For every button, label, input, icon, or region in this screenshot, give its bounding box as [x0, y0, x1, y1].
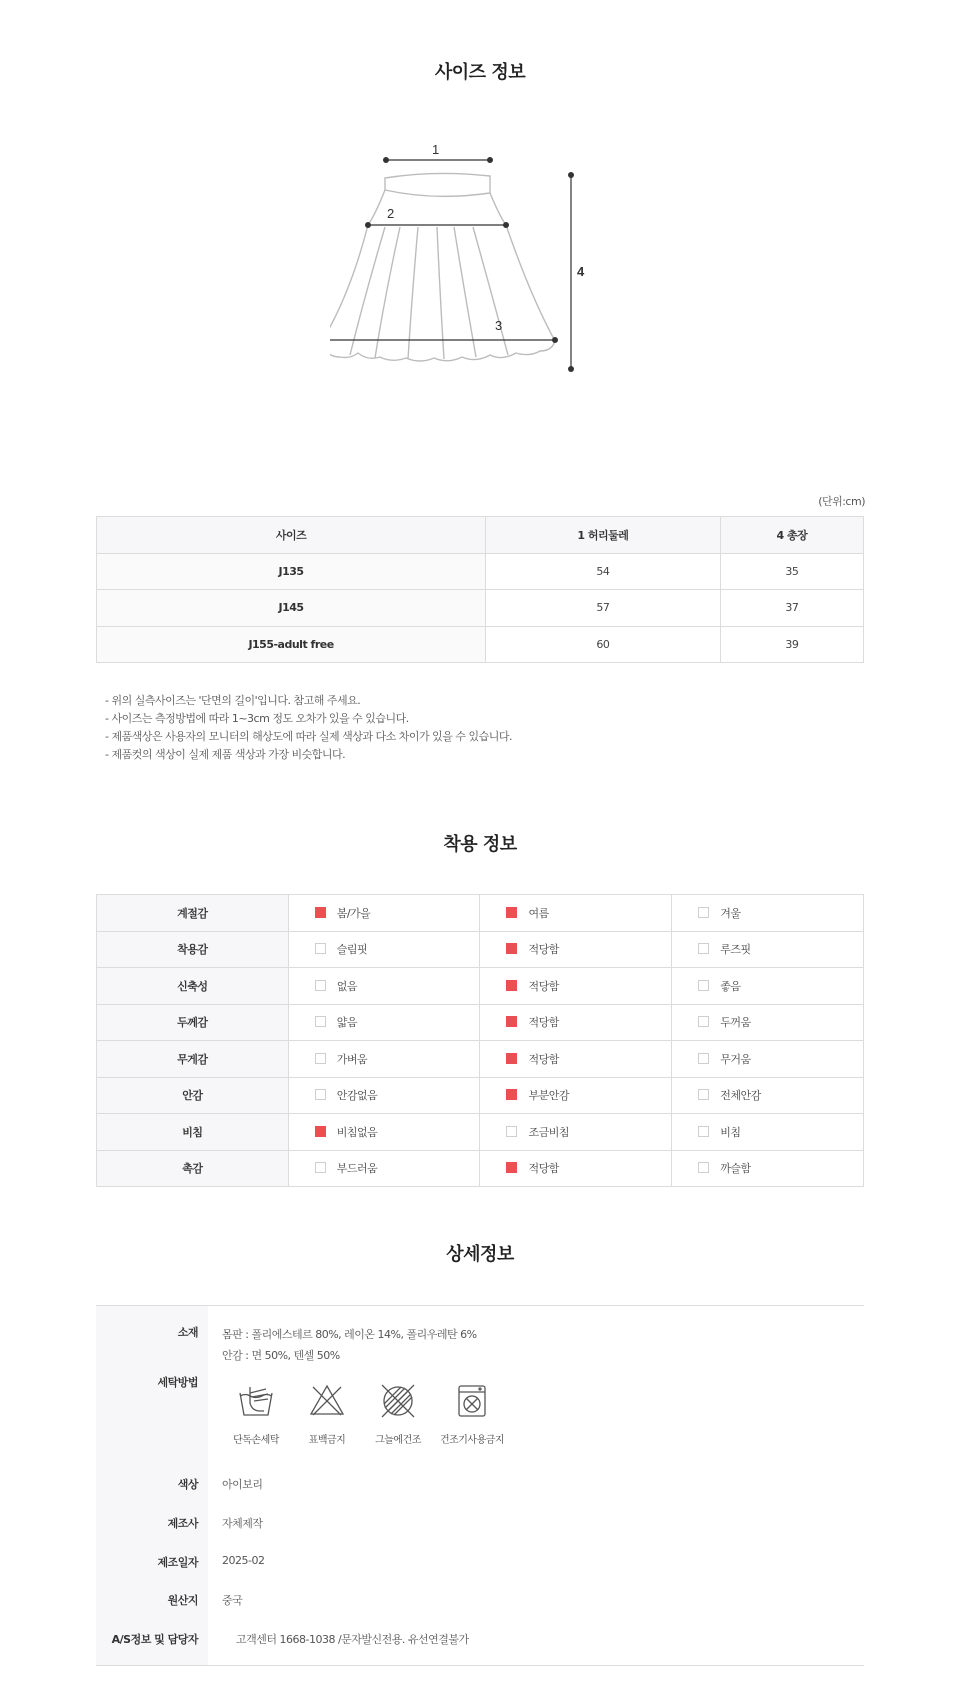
table-row: [97, 1114, 864, 1151]
fit-option: [480, 931, 672, 968]
fit-row-label: 비침: [97, 1114, 289, 1151]
origin-value: 중국: [222, 1594, 243, 1607]
table-row: [97, 553, 864, 590]
material-line: 몸판 : 폴리에스테르 80%, 레이온 14%, 폴리우레탄 6%: [222, 1328, 477, 1341]
fit-option: [672, 1077, 864, 1114]
fit-option-label: 두꺼움: [720, 1016, 751, 1030]
waist-value: 60: [486, 626, 721, 663]
table-header: 사이즈: [97, 517, 486, 554]
size-info-title: 사이즈 정보: [434, 62, 526, 83]
unit-label: (단위:cm): [818, 495, 865, 508]
detail-info-table: [96, 1305, 864, 1666]
checked-box-icon: [506, 1016, 517, 1027]
material-label: 소재: [177, 1326, 198, 1339]
checked-box-icon: [506, 907, 517, 918]
table-row: [97, 590, 864, 627]
size-name: J145: [97, 590, 486, 627]
unchecked-box-icon: [315, 943, 326, 954]
length-value: 37: [720, 590, 863, 627]
table-row: [97, 1004, 864, 1041]
checked-box-icon: [506, 1162, 517, 1173]
shade-dry-icon: [378, 1381, 418, 1421]
unchecked-box-icon: [315, 1016, 326, 1027]
fit-option-label: 무거움: [720, 1052, 751, 1066]
fit-option-label: 적당함: [528, 1162, 559, 1176]
wash-caption: 단독손세탁: [233, 1435, 279, 1446]
wash-caption: 건조기사용금지: [439, 1435, 505, 1446]
fit-option-label: 적당함: [528, 979, 559, 993]
table-row: [97, 1077, 864, 1114]
table-header: 4 총장: [720, 517, 863, 554]
unchecked-box-icon: [315, 1053, 326, 1064]
fit-option-label: 적당함: [528, 1052, 559, 1066]
checked-box-icon: [506, 1053, 517, 1064]
table-row: [97, 931, 864, 968]
unchecked-box-icon: [698, 943, 709, 954]
wash-item: [216, 1381, 296, 1446]
fit-option-label: 적당함: [528, 1016, 559, 1030]
fit-option: [480, 968, 672, 1005]
hand-wash-icon: [236, 1381, 276, 1421]
fit-option: [672, 931, 864, 968]
diagram-label-4: 4: [577, 264, 585, 279]
fit-option: [672, 1004, 864, 1041]
fit-row-label: 촉감: [97, 1150, 289, 1187]
no-tumble-dry-icon: [452, 1381, 492, 1421]
diagram-label-2: 2: [387, 206, 395, 221]
wash-item: [432, 1381, 512, 1446]
fit-option-label: 슬림핏: [336, 943, 368, 957]
unchecked-box-icon: [698, 1016, 709, 1027]
fit-option-label: 안감없음: [336, 1089, 378, 1103]
fit-option-label: 여름: [528, 906, 549, 920]
maker-value: 자체제작: [222, 1517, 263, 1530]
color-value: 아이보리: [222, 1478, 263, 1491]
unchecked-box-icon: [698, 907, 709, 918]
waist-value: 57: [486, 590, 721, 627]
fit-option-label: 전체안감: [720, 1089, 761, 1103]
table-row: [97, 895, 864, 932]
length-value: 35: [720, 553, 863, 590]
fit-row-label: 착용감: [97, 931, 289, 968]
unchecked-box-icon: [698, 1126, 709, 1137]
table-row: [97, 1150, 864, 1187]
length-value: 39: [720, 626, 863, 663]
fit-option-label: 가벼움: [336, 1052, 368, 1066]
unchecked-box-icon: [315, 980, 326, 991]
unchecked-box-icon: [506, 1126, 517, 1137]
table-header-row: [97, 517, 864, 554]
unchecked-box-icon: [698, 1089, 709, 1100]
fit-option: [288, 1004, 480, 1041]
fit-option: [672, 1150, 864, 1187]
fit-option: [672, 1041, 864, 1078]
unchecked-box-icon: [698, 980, 709, 991]
fit-option: [480, 1041, 672, 1078]
material-value: [222, 1324, 477, 1366]
maker-label: 제조사: [167, 1517, 198, 1530]
fit-option: [288, 1114, 480, 1151]
table-row: [97, 626, 864, 663]
fit-row-label: 두께감: [97, 1004, 289, 1041]
material-line: 안감 : 면 50%, 텐셀 50%: [222, 1349, 340, 1362]
unchecked-box-icon: [315, 1089, 326, 1100]
checked-box-icon: [506, 943, 517, 954]
fit-option: [480, 1077, 672, 1114]
wash-caption: 표백금지: [308, 1435, 346, 1446]
size-notes: [105, 692, 512, 764]
fit-info-title: 착용 정보: [443, 834, 517, 855]
fit-row-label: 안감: [97, 1077, 289, 1114]
size-name: J155-adult free: [97, 626, 486, 663]
size-name: J135: [97, 553, 486, 590]
fit-option: [480, 895, 672, 932]
fit-row-label: 계절감: [97, 895, 289, 932]
checked-box-icon: [315, 907, 326, 918]
note-line: - 사이즈는 측정방법에 따라 1~3cm 정도 오차가 있을 수 있습니다.: [105, 712, 409, 725]
table-row: [97, 968, 864, 1005]
as-value: 고객센터 1668-1038 /문자발신전용. 유선연결불가: [236, 1633, 469, 1646]
checked-box-icon: [506, 1089, 517, 1100]
unchecked-box-icon: [698, 1162, 709, 1173]
origin-label: 원산지: [167, 1594, 198, 1607]
skirt-measurement-diagram: [330, 145, 650, 415]
fit-option: [672, 1114, 864, 1151]
fit-option-label: 적당함: [528, 943, 559, 957]
unchecked-box-icon: [315, 1162, 326, 1173]
fit-option: [288, 895, 480, 932]
no-bleach-icon: [307, 1381, 347, 1421]
checked-box-icon: [506, 980, 517, 991]
fit-row-label: 무게감: [97, 1041, 289, 1078]
fit-option: [288, 1041, 480, 1078]
checked-box-icon: [315, 1126, 326, 1137]
fit-option-label: 조금비침: [528, 1125, 569, 1139]
note-line: - 제품색상은 사용자의 모니터의 해상도에 따라 실제 색상과 다소 차이가 있을 수 있습니다.: [105, 730, 512, 743]
fit-option: [288, 1077, 480, 1114]
note-line: - 위의 실측사이즈는 '단면의 길이'입니다. 참고해 주세요.: [105, 694, 361, 707]
fit-option: [672, 895, 864, 932]
wash-item: [287, 1381, 367, 1446]
fit-option: [480, 1004, 672, 1041]
table-header: 1 허리둘레: [486, 517, 721, 554]
note-line: - 제품컷의 색상이 실제 제품 색상과 가장 비슷합니다.: [105, 748, 346, 761]
table-row: [97, 1041, 864, 1078]
diagram-label-1: 1: [432, 145, 440, 157]
fit-option-label: 비침없음: [336, 1125, 378, 1139]
fit-option: [288, 968, 480, 1005]
fit-option: [672, 968, 864, 1005]
size-table: [96, 516, 864, 663]
fit-option: [480, 1150, 672, 1187]
fit-option-label: 없음: [336, 979, 357, 993]
fit-option-label: 부분안감: [528, 1089, 569, 1103]
color-label: 색상: [177, 1478, 198, 1491]
fit-option-label: 비침: [720, 1125, 741, 1139]
fit-option-label: 겨울: [720, 906, 741, 920]
unchecked-box-icon: [698, 1053, 709, 1064]
fit-option-label: 루즈핏: [720, 943, 751, 957]
fit-table: [96, 894, 864, 1187]
wash-item: [358, 1381, 438, 1446]
fit-option: [480, 1114, 672, 1151]
fit-option: [288, 1150, 480, 1187]
diagram-label-3: 3: [495, 318, 503, 333]
fit-option-label: 봄/가을: [336, 906, 371, 920]
fit-option-label: 부드러움: [336, 1162, 378, 1176]
wash-caption: 그늘에건조: [375, 1435, 421, 1446]
fit-option: [288, 931, 480, 968]
fit-option-label: 까슬함: [720, 1162, 751, 1176]
detail-info-title: 상세정보: [446, 1244, 514, 1265]
as-label: A/S정보 및 담당자: [111, 1633, 198, 1646]
fit-row-label: 신축성: [97, 968, 289, 1005]
date-value: 2025-02: [222, 1554, 265, 1567]
fit-option-label: 좋음: [720, 979, 741, 993]
date-label: 제조일자: [157, 1556, 198, 1569]
waist-value: 54: [486, 553, 721, 590]
fit-option-label: 얇음: [336, 1016, 357, 1030]
wash-label: 세탁방법: [157, 1376, 198, 1389]
